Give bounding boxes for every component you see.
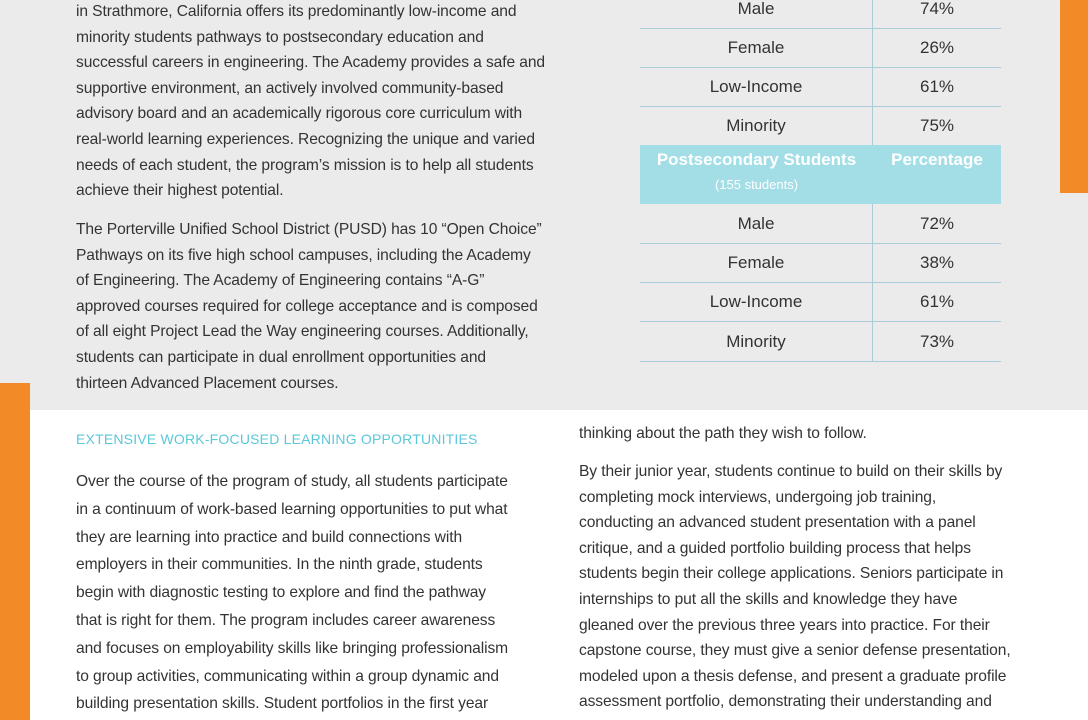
intro-paragraph-1 <box>76 0 558 204</box>
text-line: gleaned over the previous three years into practice. For their <box>579 616 990 634</box>
table-row <box>640 204 1001 244</box>
text-line: Over the course of the program of study, all students participate <box>76 473 508 490</box>
row-label: Minority <box>640 107 873 145</box>
header-value-label: Percentage <box>891 150 983 169</box>
text-line: Pathways on its five high school campuses, including the Academy <box>76 246 531 264</box>
row-label: Male <box>640 0 873 28</box>
table-row <box>640 322 1001 362</box>
orange-accent-bar-left <box>0 383 30 720</box>
intro-paragraph-2 <box>76 217 558 396</box>
text-line: supportive environment, an actively involved community-based <box>76 79 504 97</box>
text-line: completing mock interviews, undergoing job training, <box>579 488 937 506</box>
row-label: Male <box>640 204 873 243</box>
header-group-title: Postsecondary Students <box>656 150 857 169</box>
text-line: they are learning into practice and build connections with <box>76 528 463 546</box>
text-line: thinking about the path they wish to follow. <box>579 425 867 442</box>
text-line: minority students pathways to postsecondary education and <box>76 28 484 46</box>
text-line: By their junior year, students continue to build on their skills by <box>579 463 1003 480</box>
text-line: and focuses on employability skills like bringing professionalism <box>76 639 509 657</box>
text-line: critique, and a guided portfolio building process that helps <box>579 539 971 557</box>
text-line: of all eight Project Lead the Way engineering courses. Additionally, <box>76 323 529 341</box>
text-line: conducting an advanced student presentation with a panel <box>579 514 976 532</box>
header-group-label <box>640 145 873 204</box>
text-line: real-world learning experiences. Recognizing the unique and varied <box>76 130 535 148</box>
text-line: of Engineering. The Academy of Engineering contains “A-G” <box>76 272 485 290</box>
row-label: Low-Income <box>640 283 873 321</box>
text-line: to group activities, communicating within a group dynamic and <box>76 667 499 685</box>
row-label: Minority <box>640 322 873 361</box>
row-value: 73% <box>919 331 955 351</box>
continuation-paragraph <box>579 421 1039 447</box>
table-header-row <box>640 145 1001 204</box>
text-line: thirteen Advanced Placement courses. <box>76 374 339 392</box>
table-row <box>640 283 1001 322</box>
table-row <box>640 244 1001 283</box>
table-row <box>640 29 1001 68</box>
text-line: employers in their communities. In the ninth grade, students <box>76 556 483 574</box>
text-line: internships to put all the skills and knowledge they have <box>579 590 958 608</box>
row-value: 61% <box>919 77 955 96</box>
text-line: needs of each student, the program’s mission is to help all students <box>76 156 534 174</box>
row-value: 26% <box>919 38 955 57</box>
text-line: advisory board and an academically rigorous core curriculum with <box>76 105 523 123</box>
row-value: 75% <box>919 116 955 135</box>
row-value: 61% <box>919 292 955 311</box>
row-label: Female <box>640 29 873 67</box>
header-group-subtitle: (155 students) <box>714 177 799 192</box>
text-line: in Strathmore, California offers its predominantly low-income and <box>76 3 517 20</box>
text-line: assessment portfolio, demonstrating their understanding and <box>579 693 992 711</box>
work-learning-paragraph <box>76 468 546 718</box>
text-line: achieve their highest potential. <box>76 182 284 200</box>
table-row <box>640 68 1001 107</box>
text-line: capstone course, they must give a senior defense presentation, <box>579 642 1011 660</box>
row-value: 72% <box>919 213 955 233</box>
junior-year-paragraph <box>579 459 1039 715</box>
text-line: students begin their college applications. Seniors participate in <box>579 565 1004 583</box>
text-line: begin with diagnostic testing to explore and find the pathway <box>76 584 487 602</box>
row-label: Female <box>640 244 873 282</box>
table-row <box>640 0 1001 29</box>
text-line: in a continuum of work-based learning opportunities to put what <box>76 500 508 518</box>
text-line: The Porterville Unified School District (PUSD) has 10 “Open Choice” <box>76 221 542 238</box>
text-line: successful careers in engineering. The Academy provides a safe and <box>76 54 545 72</box>
section-heading: EXTENSIVE WORK-FOCUSED LEARNING OPPORTUNITIES <box>76 431 478 447</box>
row-value: 74% <box>919 0 955 18</box>
text-line: students can participate in dual enrollment opportunities and <box>76 348 486 366</box>
row-label: Low-Income <box>640 68 873 106</box>
row-value: 38% <box>919 253 955 272</box>
text-line: that is right for them. The program includes career awareness <box>76 611 496 629</box>
text-line: modeled upon a thesis defense, and present a graduate profile <box>579 667 1007 685</box>
table-row <box>640 107 1001 145</box>
text-line: building presentation skills. Student portfolios in the first year <box>76 695 489 713</box>
orange-accent-bar-right <box>1060 0 1088 193</box>
text-line: approved courses required for college acceptance and is composed <box>76 297 538 315</box>
